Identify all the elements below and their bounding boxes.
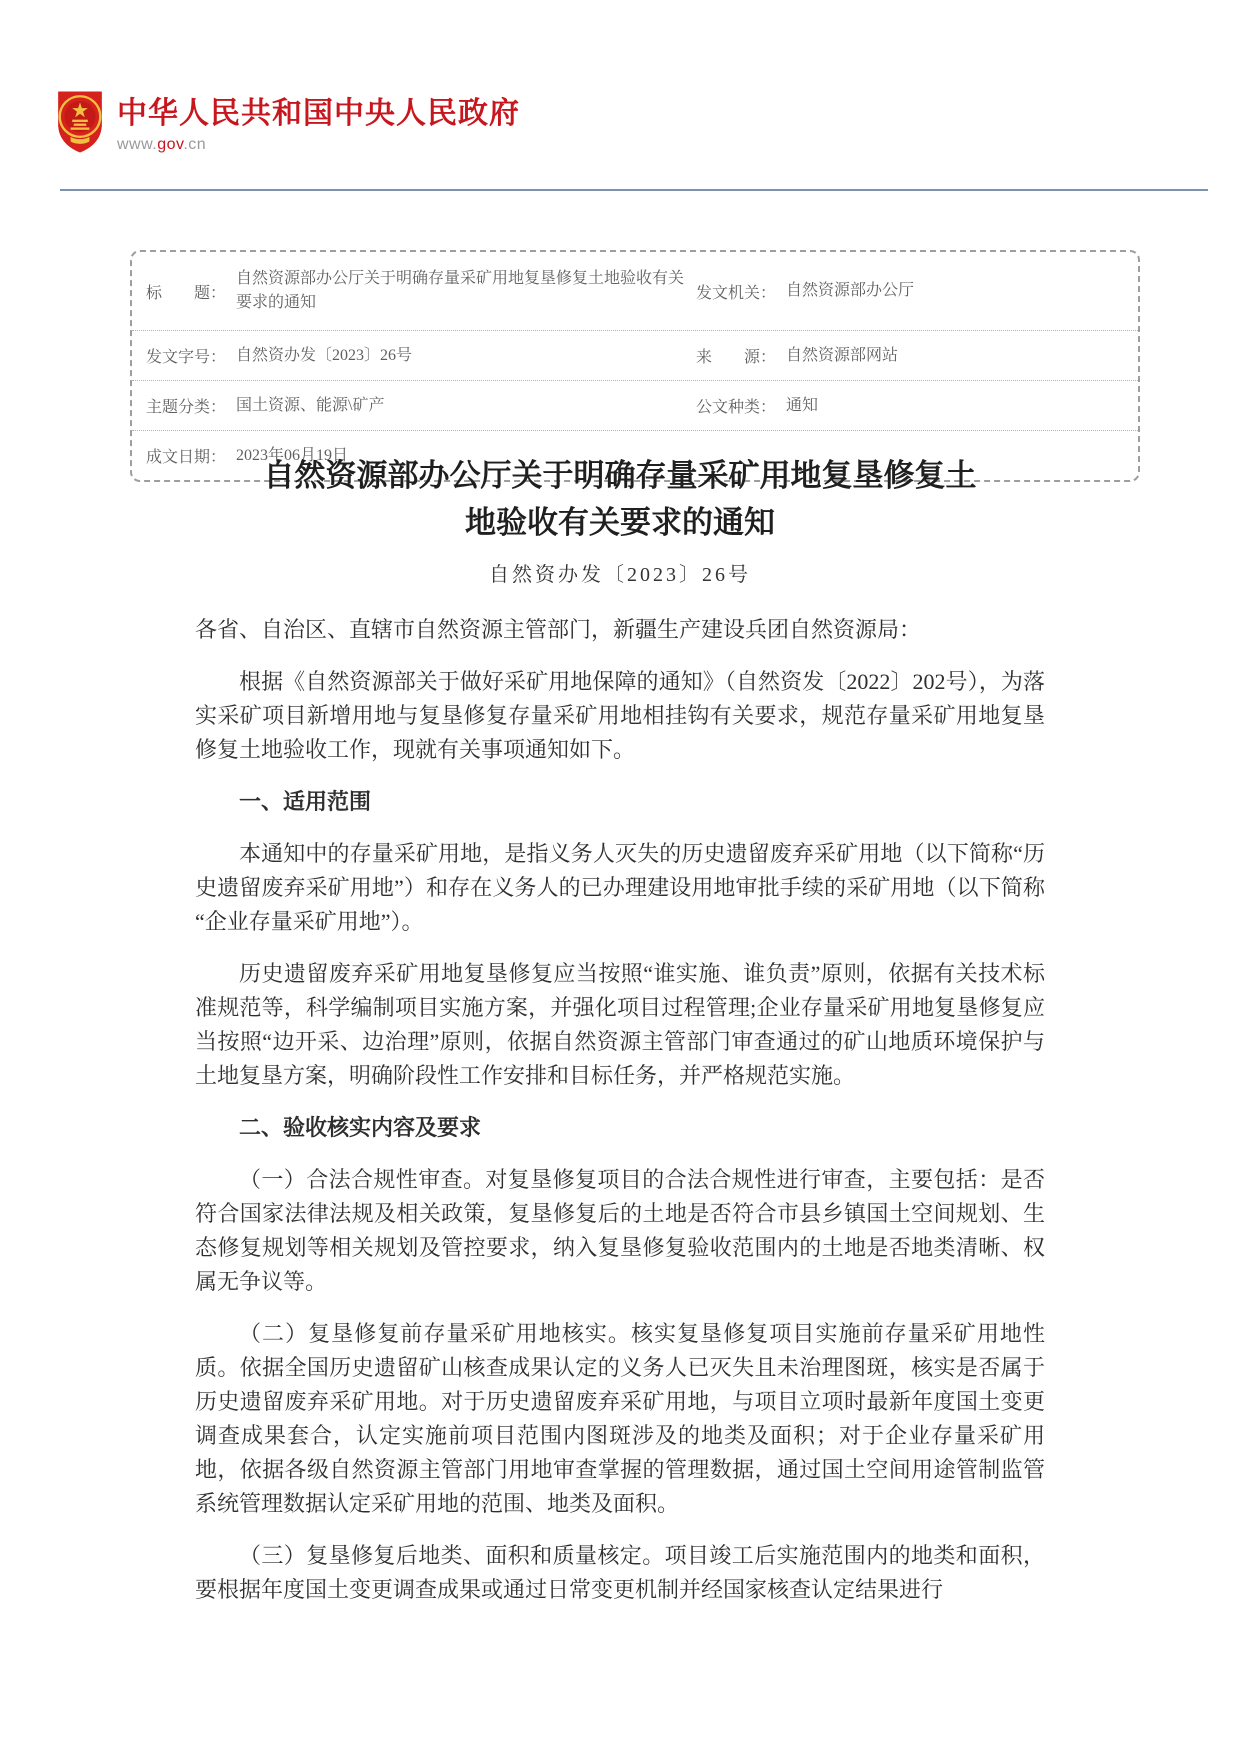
meta-label-issuing-agency: 发文机关： bbox=[696, 284, 777, 302]
document-info-card bbox=[130, 250, 1140, 482]
document-content bbox=[195, 452, 1045, 1607]
document-body bbox=[195, 613, 1045, 1607]
meta-label-subject: 主题分类： bbox=[146, 399, 227, 416]
gov-logo-link[interactable] bbox=[55, 90, 520, 154]
meta-row-title bbox=[132, 252, 1138, 331]
site-title: 中华人民共和国中央人民政府 bbox=[117, 97, 520, 130]
national-emblem-icon bbox=[55, 90, 105, 154]
meta-row-doc-number bbox=[132, 331, 1138, 381]
meta-label-doc-type: 公文种类： bbox=[696, 399, 777, 416]
paragraph-scope-2: 历史遗留废弃采矿用地复垦修复应当按照“谁实施、谁负责”原则，依据有关技术标准规范等，科学编制项目实施方案，并强化项目过程管理;企业存量采矿用地复垦修复应当按照“边开采、边治理”原则，依据自然资源主管部门审查通过的矿山地质环境保护与土地复垦方案，明确阶段性工作安排和目标任务，并严格规范实施。 bbox=[195, 961, 1045, 1088]
header-divider bbox=[60, 189, 1208, 191]
meta-value-doc-type: 通知 bbox=[786, 396, 819, 414]
site-header bbox=[0, 0, 1240, 190]
site-url bbox=[117, 136, 520, 154]
document-number: 自然资办发〔2023〕26号 bbox=[489, 564, 751, 586]
meta-label-source: 来 源： bbox=[696, 349, 777, 366]
meta-value-title: 自然资源部办公厅关于明确存量采矿用地复垦修复土地验收有关要求的通知 bbox=[236, 270, 685, 311]
meta-value-doc-number: 自然资办发〔2023〕26号 bbox=[236, 346, 413, 364]
meta-cell-doc-type bbox=[696, 394, 1124, 418]
meta-row-subject bbox=[132, 381, 1138, 431]
meta-label-title: 标 题： bbox=[146, 284, 227, 302]
meta-value-date: 2023年06月19日 bbox=[236, 446, 349, 464]
meta-cell-subject bbox=[146, 394, 696, 418]
document-title bbox=[195, 452, 1045, 546]
meta-cell-title bbox=[146, 267, 696, 315]
paragraph-item-1: （一）合法合规性审查。对复垦修复项目的合法合规性进行审查，主要包括：是否符合国家法律法规及相关政策，复垦修复后的土地是否符合市县乡镇国土空间规划、生态修复规划等相关规划及管控要求，纳入复垦修复验收范围内的土地是否地类清晰、权属无争议等。 bbox=[195, 1167, 1045, 1294]
meta-value-subject: 国土资源、能源\矿产 bbox=[236, 396, 385, 414]
paragraph-intro: 根据《自然资源部关于做好采矿用地保障的通知》（自然资发〔2022〕202号），为落实采矿项目新增用地与复垦修复存量采矿用地相挂钩有关要求，规范存量采矿用地复垦修复土地验收工作，现就有关事项通知如下。 bbox=[195, 669, 1045, 762]
document-title-line-2: 地验收有关要求的通知 bbox=[465, 505, 775, 540]
meta-label-doc-number: 发文字号： bbox=[146, 349, 227, 366]
paragraph-item-3: （三）复垦修复后地类、面积和质量核定。项目竣工后实施范围内的地类和面积，要根据年度国土变更调查成果或通过日常变更机制并经国家核查认定结果进行 bbox=[195, 1543, 1045, 1602]
url-cn: .cn bbox=[183, 136, 207, 153]
paragraph-scope-1: 本通知中的存量采矿用地，是指义务人灭失的历史遗留废弃采矿用地（以下简称“历史遗留废弃采矿用地”）和存在义务人的已办理建设用地审批手续的采矿用地（以下简称“企业存量采矿用地”）。 bbox=[195, 841, 1045, 934]
section-heading-2: 二、验收核实内容及要求 bbox=[239, 1115, 482, 1140]
paragraph-item-2: （二）复垦修复前存量采矿用地核实。核实复垦修复项目实施前存量采矿用地性质。依据全国历史遗留矿山核查成果认定的义务人已灭失且未治理图斑，核实是否属于历史遗留废弃采矿用地。对于历史遗留废弃采矿用地，与项目立项时最新年度国土变更调查成果套合，认定实施前项目范围内图斑涉及的地类及面积；对于企业存量采矿用地，依据各级自然资源主管部门用地审查掌握的管理数据，通过国土空间用途管制监管系统管理数据认定采矿用地的范围、地类及面积。 bbox=[195, 1321, 1045, 1516]
meta-label-date: 成文日期： bbox=[146, 449, 227, 466]
document-title-line-1: 自然资源部办公厅关于明确存量采矿用地复垦修复土 bbox=[263, 458, 977, 493]
url-gov: gov bbox=[157, 136, 184, 153]
meta-cell-source bbox=[696, 344, 1124, 368]
meta-value-issuing-agency: 自然资源部办公厅 bbox=[786, 282, 915, 299]
url-www: www. bbox=[117, 136, 158, 153]
logo-text bbox=[117, 90, 520, 154]
meta-value-source: 自然资源部网站 bbox=[786, 346, 899, 364]
meta-cell-doc-number bbox=[146, 344, 696, 368]
salutation: 各省、自治区、直辖市自然资源主管部门，新疆生产建设兵团自然资源局： bbox=[195, 617, 922, 642]
meta-cell-issuing-agency bbox=[696, 279, 1124, 303]
section-heading-1: 一、适用范围 bbox=[239, 789, 372, 814]
